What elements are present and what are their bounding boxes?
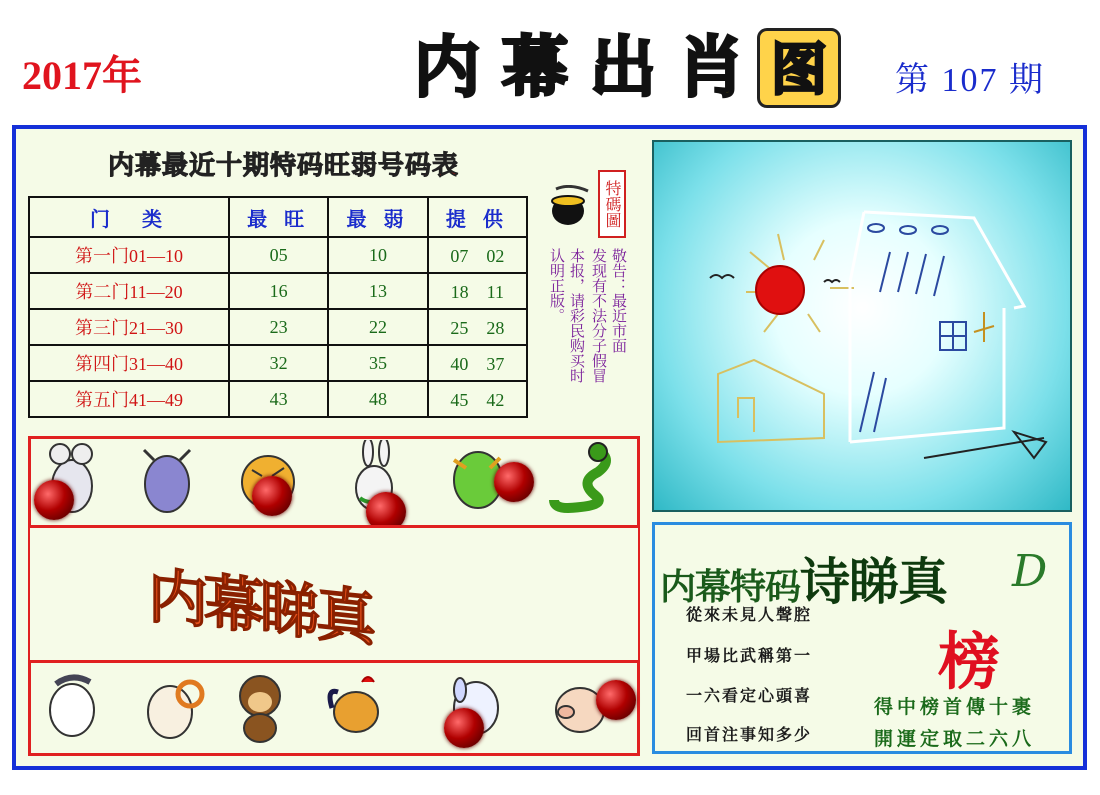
goat-icon [136, 668, 206, 744]
logo-char-3: 出 [590, 29, 656, 106]
hot-cell: 43 [229, 381, 328, 417]
title-logo [405, 28, 841, 108]
poem-right-line-1: 得中榜首傳十裹 [874, 696, 1036, 718]
provide-cell: 40 37 [428, 345, 527, 381]
header-provide: 提 供 [428, 197, 527, 237]
door-cell: 第一门01—10 [29, 237, 229, 273]
table-row [29, 237, 527, 273]
notice-col-4: 认明正版。 [548, 248, 566, 323]
table-row [29, 273, 527, 309]
logo-char-4: 肖 [678, 29, 744, 106]
table-header-row [29, 197, 527, 237]
rooster-icon [322, 668, 392, 744]
provide-cell: 18 11 [428, 273, 527, 309]
stamp-label: 特碼圖 [598, 170, 626, 238]
poem-line: 甲場比武稱第一 [686, 646, 813, 665]
notice-col-1: 敬告：最近市面 [610, 248, 628, 353]
house-picture [652, 140, 1072, 512]
notice-col-2: 发现有不法分子假冒 [590, 248, 608, 383]
notice-col-3: 本报，请彩民购买时 [568, 248, 586, 383]
table-row [29, 345, 527, 381]
poem-line: 從來未見人聲腔 [686, 605, 813, 624]
provide-cell: 25 28 [428, 309, 527, 345]
provide-cell: 45 42 [428, 381, 527, 417]
poem-line: 回首注事知多少 [686, 725, 813, 744]
door-cell: 第三门21—30 [29, 309, 229, 345]
red-ball-marker [596, 680, 636, 720]
red-ball-marker [494, 462, 534, 502]
door-cell: 第四门31—40 [29, 345, 229, 381]
cold-cell: 10 [328, 237, 427, 273]
logo-char-1: 内 [414, 29, 480, 106]
horse-icon [36, 668, 106, 744]
poem-bang: 榜 [938, 625, 1001, 698]
pot-icon [548, 185, 592, 229]
hot-cold-table [28, 196, 528, 418]
sun-icon [756, 266, 804, 314]
header-door: 门 类 [29, 197, 229, 237]
poem-line: 一六看定心頭喜 [686, 686, 813, 705]
header-cold: 最 弱 [328, 197, 427, 237]
red-ball-marker [34, 480, 74, 520]
logo-char-2: 幕 [502, 29, 568, 106]
table-title: 内幕最近十期特码旺弱号码表 [108, 151, 460, 181]
poem-deco: D [1012, 546, 1048, 597]
red-ball-marker [252, 476, 292, 516]
table-row [29, 381, 527, 417]
table-row [29, 309, 527, 345]
ox-icon [132, 440, 202, 516]
cold-cell: 22 [328, 309, 427, 345]
door-cell: 第五门41—49 [29, 381, 229, 417]
cold-cell: 35 [328, 345, 427, 381]
hot-cell: 05 [229, 237, 328, 273]
year-label: 2017年 [22, 53, 142, 98]
issue-number: 第 107 期 [895, 62, 1045, 99]
poem-title-small: 内幕特码 [660, 567, 801, 608]
header-hot: 最 旺 [229, 197, 328, 237]
poem-right-line-2: 開運定取二六八 [874, 728, 1036, 750]
poem-title-big: 诗睇真 [800, 553, 948, 611]
provide-cell: 07 02 [428, 237, 527, 273]
middle-title: 内幕睇真 [148, 561, 372, 655]
cold-cell: 13 [328, 273, 427, 309]
monkey-icon [226, 668, 296, 744]
logo-char-5: 图 [757, 28, 841, 108]
hot-cell: 32 [229, 345, 328, 381]
cold-cell: 48 [328, 381, 427, 417]
house-drawing [654, 142, 1070, 510]
hot-cell: 16 [229, 273, 328, 309]
hot-cell: 23 [229, 309, 328, 345]
red-ball-marker [444, 708, 484, 748]
snake-icon [548, 440, 618, 516]
door-cell: 第二门11—20 [29, 273, 229, 309]
